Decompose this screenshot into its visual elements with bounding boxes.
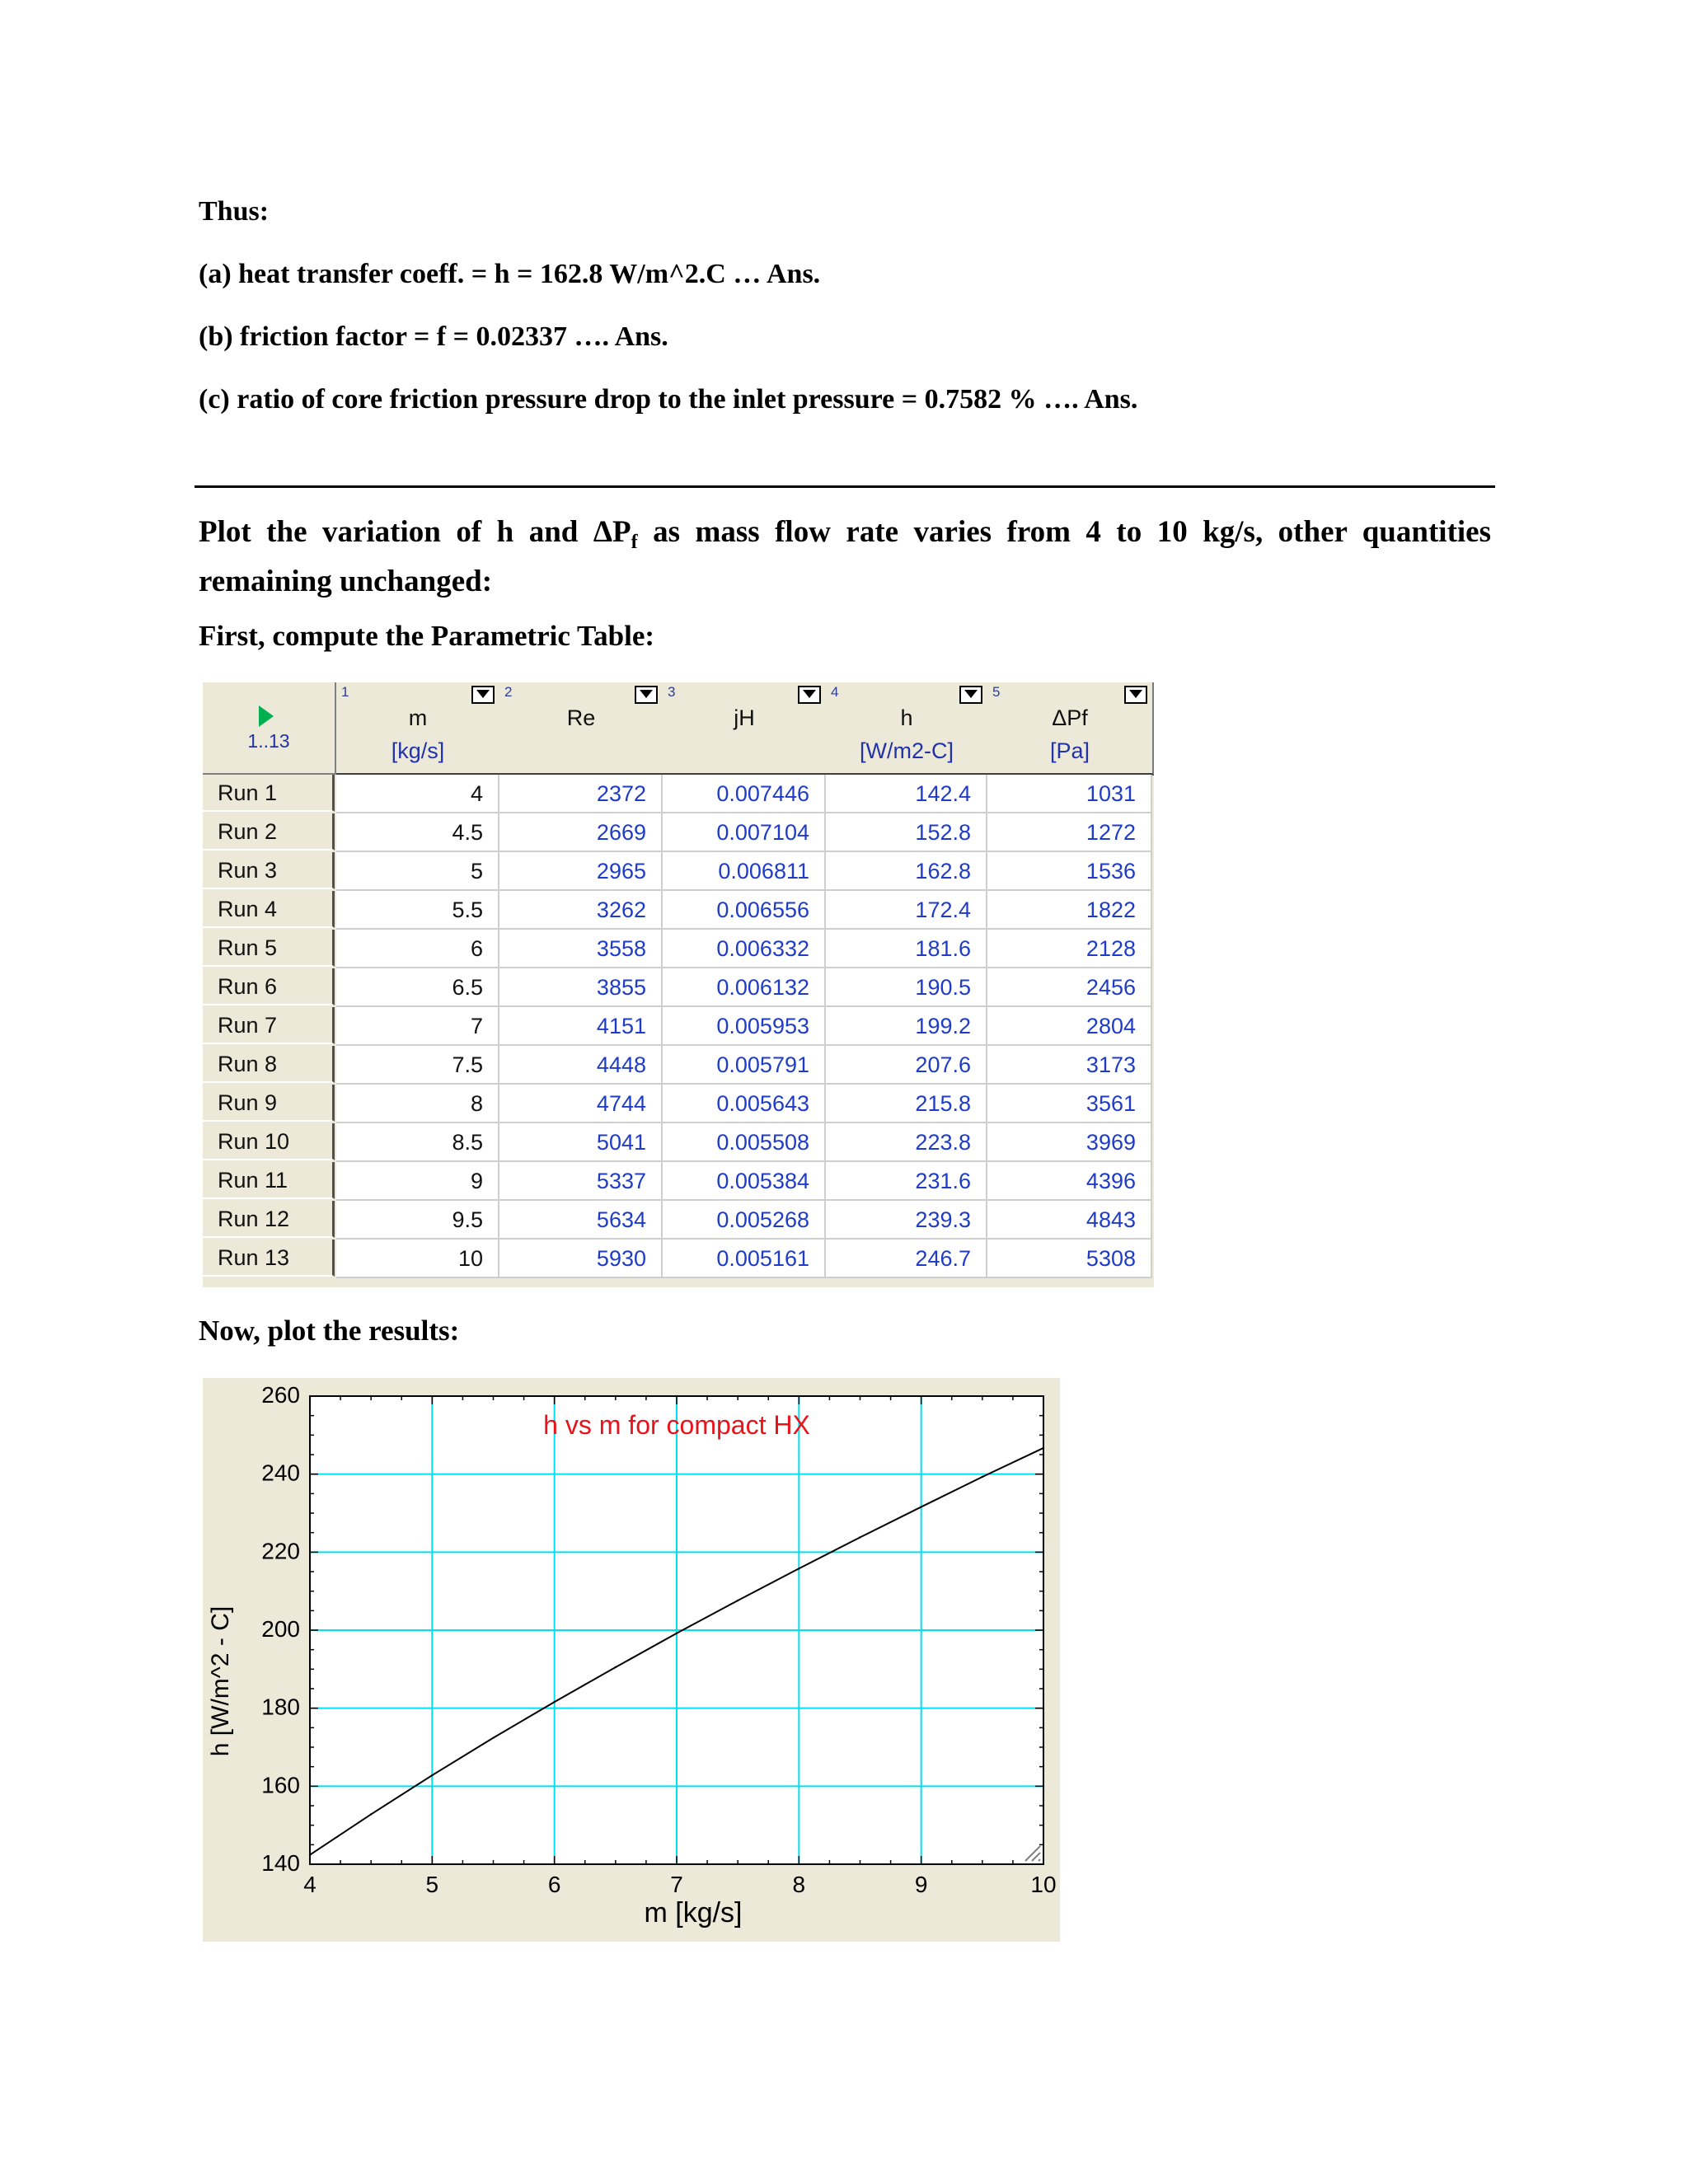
table-corner[interactable] <box>203 682 336 775</box>
table-cell[interactable]: 2804 <box>987 1007 1152 1046</box>
table-cell[interactable]: 1031 <box>987 775 1152 813</box>
table-cell[interactable]: 5041 <box>499 1123 663 1162</box>
table-cell[interactable]: 2372 <box>499 775 663 813</box>
table-cell[interactable]: 6 <box>336 930 499 968</box>
y-tick-label: 160 <box>261 1772 300 1798</box>
table-cell[interactable]: 3173 <box>987 1046 1152 1085</box>
column-header[interactable] <box>987 682 1154 776</box>
x-tick-label: 4 <box>303 1872 316 1897</box>
answer-b: (b) friction factor = f = 0.02337 …. Ans. <box>199 321 668 352</box>
data-point <box>553 1701 555 1703</box>
y-tick-label: 240 <box>261 1460 300 1486</box>
column-number: 2 <box>504 684 513 700</box>
table-cell[interactable]: 2965 <box>499 852 663 891</box>
table-cell[interactable]: 162.8 <box>826 852 987 891</box>
column-header[interactable] <box>826 682 989 776</box>
run-label[interactable]: Run 5 <box>203 930 335 967</box>
plot-heading: Now, plot the results: <box>199 1315 460 1347</box>
run-label[interactable]: Run 4 <box>203 891 335 928</box>
x-tick-label: 9 <box>914 1872 928 1897</box>
column-name: jH <box>734 705 755 730</box>
table-cell[interactable]: 3969 <box>987 1123 1152 1162</box>
column-number: 3 <box>668 684 676 700</box>
run-label[interactable]: Run 9 <box>203 1085 335 1122</box>
x-tick-label: 8 <box>792 1872 806 1897</box>
run-range: 1..13 <box>247 730 290 752</box>
table-cell[interactable]: 5 <box>336 852 499 891</box>
task-statement <box>199 513 1491 601</box>
table-cell[interactable]: 199.2 <box>826 1007 987 1046</box>
table-cell[interactable]: 0.006132 <box>663 968 826 1007</box>
data-point <box>431 1774 433 1776</box>
y-tick-label: 140 <box>261 1850 300 1876</box>
task-text-start: Plot the variation of h and ΔP <box>199 515 631 549</box>
table-cell[interactable]: 4448 <box>499 1046 663 1085</box>
parametric-table <box>203 682 1154 1287</box>
data-point <box>309 1854 311 1855</box>
table-cell[interactable]: 4 <box>336 775 499 813</box>
table-cell[interactable]: 0.005953 <box>663 1007 826 1046</box>
answer-a: (a) heat transfer coeff. = h = 162.8 W/m^2.C … Ans. <box>199 259 821 289</box>
column-header[interactable] <box>663 682 828 776</box>
data-point <box>982 1476 983 1478</box>
table-cell[interactable]: 246.7 <box>826 1240 987 1278</box>
table-cell[interactable]: 3558 <box>499 930 663 968</box>
y-axis-label-text: h [W/m^2 - C] <box>207 1605 234 1757</box>
column-number: 1 <box>341 684 349 700</box>
table-cell[interactable]: 142.4 <box>826 775 987 813</box>
table-cell[interactable]: 0.007446 <box>663 775 826 813</box>
data-point <box>920 1506 921 1507</box>
table-cell[interactable]: 2669 <box>499 813 663 852</box>
table-cell[interactable]: 223.8 <box>826 1123 987 1162</box>
table-cell[interactable]: 10 <box>336 1240 499 1278</box>
table-cell[interactable]: 5930 <box>499 1240 663 1278</box>
column-name: h <box>900 705 913 730</box>
data-point <box>798 1568 799 1569</box>
table-cell[interactable]: 5634 <box>499 1201 663 1240</box>
table-cell[interactable]: 2456 <box>987 968 1152 1007</box>
run-label[interactable]: Run 13 <box>203 1240 335 1277</box>
h-vs-m-chart <box>203 1378 1060 1942</box>
table-cell[interactable]: 172.4 <box>826 891 987 930</box>
table-cell[interactable]: 1272 <box>987 813 1152 852</box>
table-cell[interactable]: 7.5 <box>336 1046 499 1085</box>
table-cell[interactable]: 4396 <box>987 1162 1152 1201</box>
table-cell[interactable]: 215.8 <box>826 1085 987 1123</box>
x-tick-label: 6 <box>547 1872 561 1897</box>
table-cell[interactable]: 8.5 <box>336 1123 499 1162</box>
table-cell[interactable]: 4151 <box>499 1007 663 1046</box>
table-cell[interactable]: 207.6 <box>826 1046 987 1085</box>
dropdown-arrow-icon[interactable] <box>798 686 821 704</box>
table-cell[interactable]: 9 <box>336 1162 499 1201</box>
column-header[interactable] <box>499 682 664 776</box>
table-cell[interactable]: 0.005384 <box>663 1162 826 1201</box>
data-point <box>737 1600 738 1601</box>
x-axis-label: m [kg/s] <box>644 1897 743 1929</box>
run-label[interactable]: Run 11 <box>203 1162 335 1199</box>
table-cell[interactable]: 0.005268 <box>663 1201 826 1240</box>
table-cell[interactable]: 181.6 <box>826 930 987 968</box>
column-number: 5 <box>992 684 1001 700</box>
column-unit: [W/m2-C] <box>860 738 954 763</box>
parametric-table-heading: First, compute the Parametric Table: <box>199 620 655 652</box>
y-tick-label: 200 <box>261 1616 300 1642</box>
run-label[interactable]: Run 10 <box>203 1123 335 1160</box>
table-cell[interactable]: 1536 <box>987 852 1152 891</box>
table-cell[interactable]: 231.6 <box>826 1162 987 1201</box>
play-icon[interactable] <box>259 705 274 727</box>
table-cell[interactable]: 2128 <box>987 930 1152 968</box>
x-tick-label: 10 <box>1030 1872 1057 1897</box>
table-cell[interactable]: 0.007104 <box>663 813 826 852</box>
dropdown-arrow-icon[interactable] <box>1124 686 1147 704</box>
table-cell[interactable]: 190.5 <box>826 968 987 1007</box>
table-cell[interactable]: 0.005161 <box>663 1240 826 1278</box>
table-cell[interactable]: 3855 <box>499 968 663 1007</box>
data-point <box>370 1813 372 1815</box>
table-cell[interactable]: 3262 <box>499 891 663 930</box>
run-label[interactable]: Run 8 <box>203 1046 335 1083</box>
chart-title: h vs m for compact HX <box>543 1410 810 1440</box>
table-cell[interactable]: 0.005643 <box>663 1085 826 1123</box>
run-label[interactable]: Run 12 <box>203 1201 335 1238</box>
table-cell[interactable]: 4843 <box>987 1201 1152 1240</box>
data-point <box>1043 1447 1044 1449</box>
chart-svg <box>203 1378 1060 1942</box>
data-point <box>859 1536 860 1538</box>
thus-heading: Thus: <box>199 196 270 227</box>
column-name: ΔPf <box>1052 705 1088 730</box>
run-label[interactable]: Run 1 <box>203 775 335 812</box>
x-tick-label: 7 <box>670 1872 683 1897</box>
run-label[interactable]: Run 2 <box>203 813 335 851</box>
table-cell[interactable]: 1822 <box>987 891 1152 930</box>
table-cell[interactable]: 4744 <box>499 1085 663 1123</box>
run-label[interactable]: Run 6 <box>203 968 335 1005</box>
column-unit: [kg/s] <box>391 738 445 763</box>
table-cell[interactable]: 5.5 <box>336 891 499 930</box>
table-cell[interactable]: 9.5 <box>336 1201 499 1240</box>
dropdown-arrow-icon[interactable] <box>959 686 982 704</box>
table-cell[interactable]: 5337 <box>499 1162 663 1201</box>
table-cell[interactable]: 7 <box>336 1007 499 1046</box>
table-cell[interactable]: 4.5 <box>336 813 499 852</box>
column-number: 4 <box>831 684 839 700</box>
run-label[interactable]: Run 3 <box>203 852 335 889</box>
table-cell[interactable]: 0.005508 <box>663 1123 826 1162</box>
table-cell[interactable]: 0.005791 <box>663 1046 826 1085</box>
column-unit: [Pa] <box>1049 738 1090 763</box>
dropdown-arrow-icon[interactable] <box>471 686 495 704</box>
table-cell[interactable]: 6.5 <box>336 968 499 1007</box>
table-cell[interactable]: 239.3 <box>826 1201 987 1240</box>
column-name: Re <box>566 705 596 730</box>
task-subscript: f <box>631 532 638 553</box>
run-label[interactable]: Run 7 <box>203 1007 335 1044</box>
column-name: m <box>408 705 428 730</box>
y-tick-label: 220 <box>261 1538 300 1564</box>
data-point <box>676 1633 678 1634</box>
data-point <box>615 1666 617 1668</box>
table-cell[interactable]: 0.006332 <box>663 930 826 968</box>
table-cell[interactable]: 0.006811 <box>663 852 826 891</box>
table-cell[interactable]: 0.006556 <box>663 891 826 930</box>
column-header[interactable] <box>336 682 501 776</box>
x-tick-label: 5 <box>425 1872 439 1897</box>
data-point <box>492 1736 494 1738</box>
task-text-end: as mass flow rate varies from 4 to 10 kg/s, other quantities remaining unchanged: <box>199 515 1491 598</box>
table-cell[interactable]: 5308 <box>987 1240 1152 1278</box>
y-tick-label: 260 <box>261 1382 300 1408</box>
dropdown-arrow-icon[interactable] <box>635 686 658 704</box>
y-tick-label: 180 <box>261 1694 300 1720</box>
table-cell[interactable]: 3561 <box>987 1085 1152 1123</box>
answer-c: (c) ratio of core friction pressure drop to the inlet pressure = 0.7582 % …. Ans. <box>199 384 1138 415</box>
table-cell[interactable]: 152.8 <box>826 813 987 852</box>
table-cell[interactable]: 8 <box>336 1085 499 1123</box>
horizontal-rule <box>195 485 1495 488</box>
